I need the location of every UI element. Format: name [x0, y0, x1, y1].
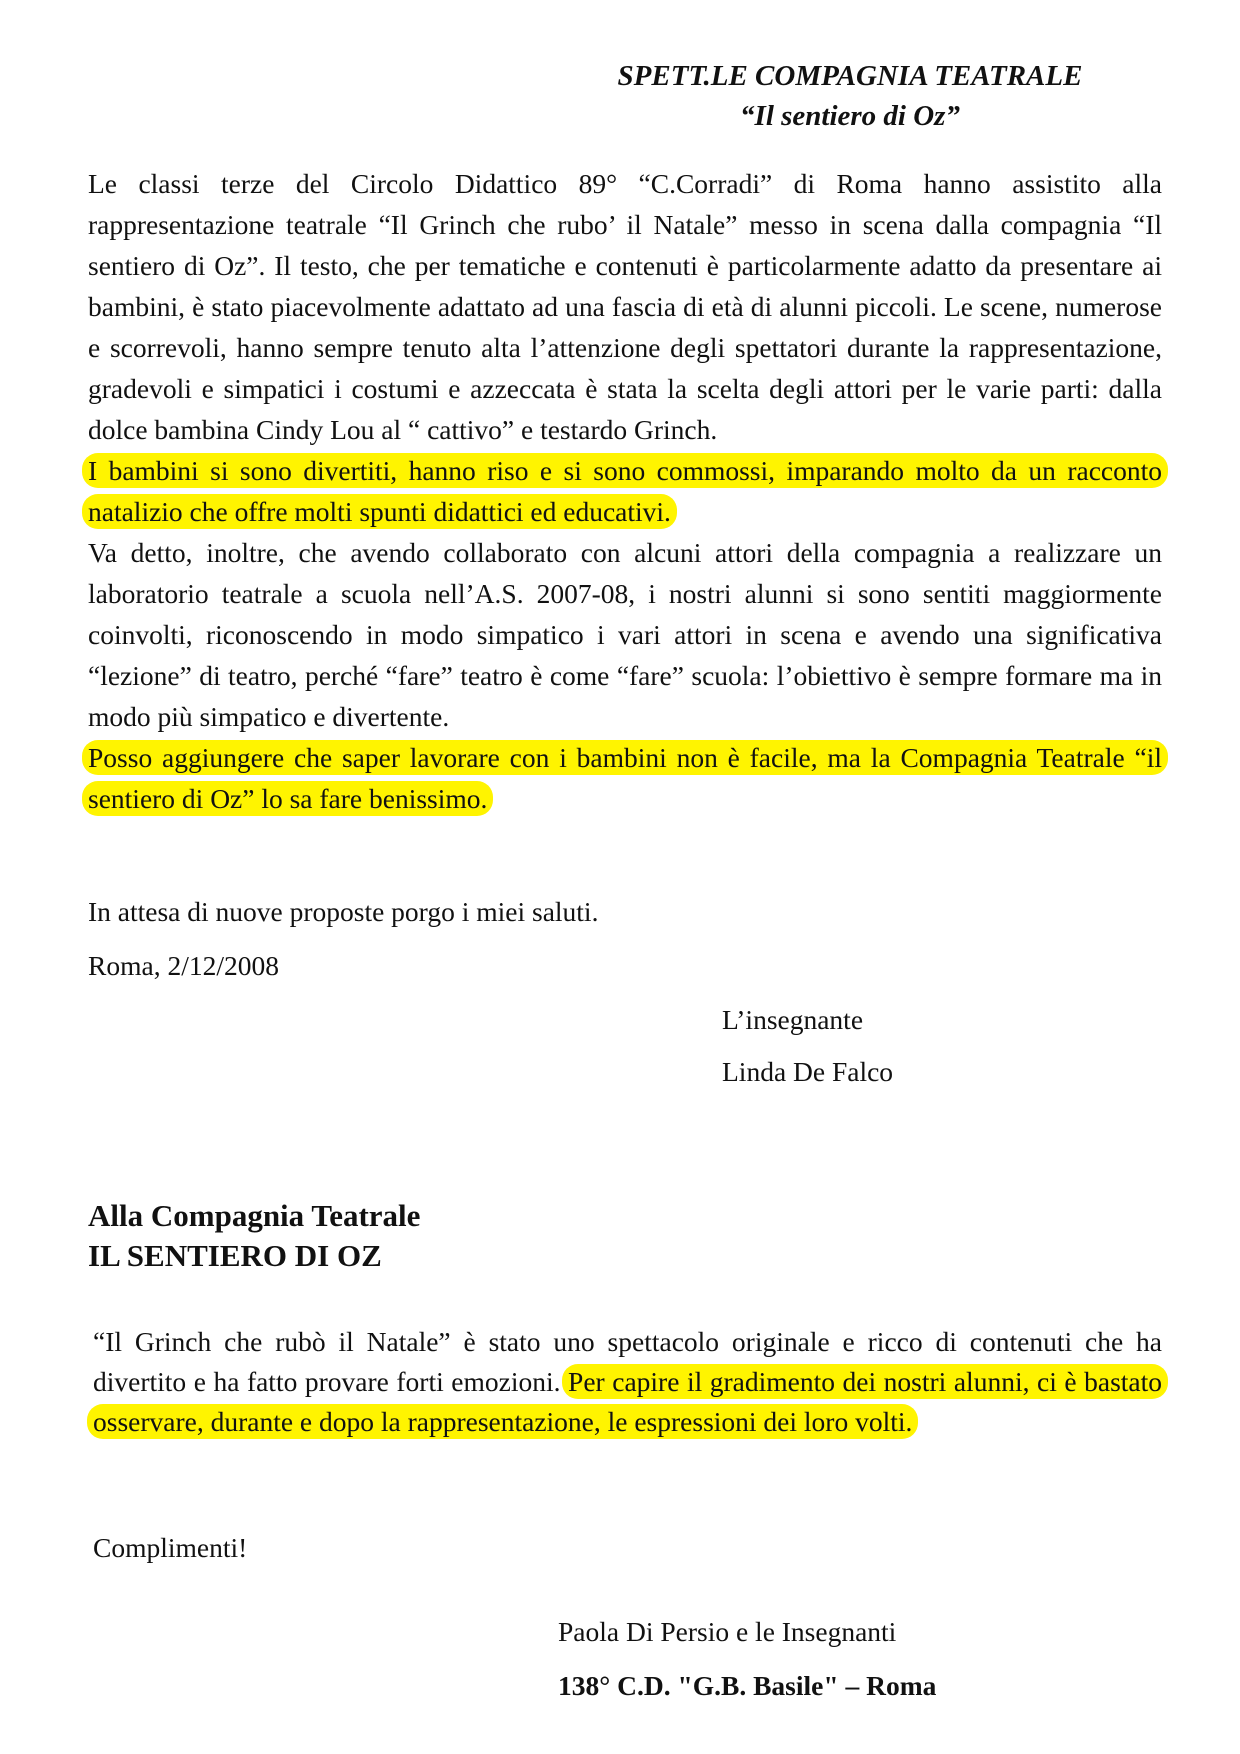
letter2-addressee: [88, 1196, 420, 1276]
letter1-closing: In attesa di nuove proposte porgo i miei saluti.: [88, 896, 599, 927]
letter1-paragraph-4: [88, 737, 1162, 819]
letter1-paragraph-1: [88, 163, 1162, 450]
letter2-signature-line1: Paola Di Persio e le Insegnanti: [558, 1616, 897, 1647]
letter1-date: Roma, 2/12/2008: [88, 950, 279, 981]
letter1-signature-role: L’insegnante: [722, 1004, 864, 1035]
letter1-addressee-line1: SPETT.LE COMPAGNIA TEATRALE: [617, 60, 1083, 92]
letter1-paragraph-4-highlight: Posso aggiungere che saper lavorare con i bambini non è facile, ma la Compagnia Teatrale “il sentiero di Oz” lo sa fare benissimo.: [82, 740, 1168, 816]
letter2-signature-line2: 138° C.D. "G.B. Basile" – Roma: [558, 1670, 937, 1701]
letter1-paragraph-3: [88, 532, 1162, 737]
letter2-body-plain: “Il Grinch che rubò il Natale” è stato uno spettacolo originale e ricco di contenuti che ha divertito e ha fatto provare forti emozioni.: [93, 1326, 1162, 1397]
letter2-body-highlight: Per capire il gradimento dei nostri alunni, ci è bastato osservare, durante e dopo la rappresentazione, le espressioni dei loro volti.: [87, 1364, 1168, 1439]
letter1-body: [88, 163, 1162, 819]
letter2-addressee-line2: IL SENTIERO DI OZ: [88, 1238, 382, 1273]
letter1-addressee: [560, 56, 1140, 136]
letter1-addressee-line2: “Il sentiero di Oz”: [740, 100, 960, 132]
letter2-addressee-line1: Alla Compagnia Teatrale: [88, 1198, 421, 1233]
letter1-paragraph-1-text: Le classi terze del Circolo Didattico 89° “C.Corradi” di Roma hanno assistito alla rappresentazione teatrale “Il Grinch che rubo’ il Natale” messo in scena dalla compagnia “Il sentiero di Oz”. Il testo, che per tematiche e contenuti è particolarmente adatto da presentare ai bambini, è stato piacevolmente adattato ad una fascia di età di alunni piccoli. Le scene, numerose e scorrevoli, hanno sempre tenuto alta l’attenzione degli spettatori durante la rappresentazione, gradevoli e simpatici i costumi e azzeccata è stata la scelta degli attori per le varie parti: dalla dolce bambina Cindy Lou al “ cattivo” e testardo Grinch.: [88, 168, 1162, 445]
letter1-paragraph-3-text: Va detto, inoltre, che avendo collaborato con alcuni attori della compagnia a realizzare un laboratorio teatrale a scuola nell’A.S. 2007-08, i nostri alunni si sono sentiti maggiormente coinvolti, riconoscendo in modo simpatico i vari attori in scena e avendo una significativa “lezione” di teatro, perché “fare” teatro è come “fare” scuola: l’obiettivo è sempre formare ma in modo più simpatico e divertente.: [88, 537, 1162, 732]
letter2-closing: Complimenti!: [93, 1532, 248, 1563]
letter1-signature-name: Linda De Falco: [722, 1056, 894, 1087]
letter2-paragraph: [93, 1322, 1162, 1442]
letter1-paragraph-2: [88, 450, 1162, 532]
letter1-paragraph-2-highlight: I bambini si sono divertiti, hanno riso e si sono commossi, imparando molto da un racconto natalizio che offre molti spunti didattici ed educativi.: [82, 453, 1168, 529]
letter2-body: [93, 1322, 1162, 1442]
